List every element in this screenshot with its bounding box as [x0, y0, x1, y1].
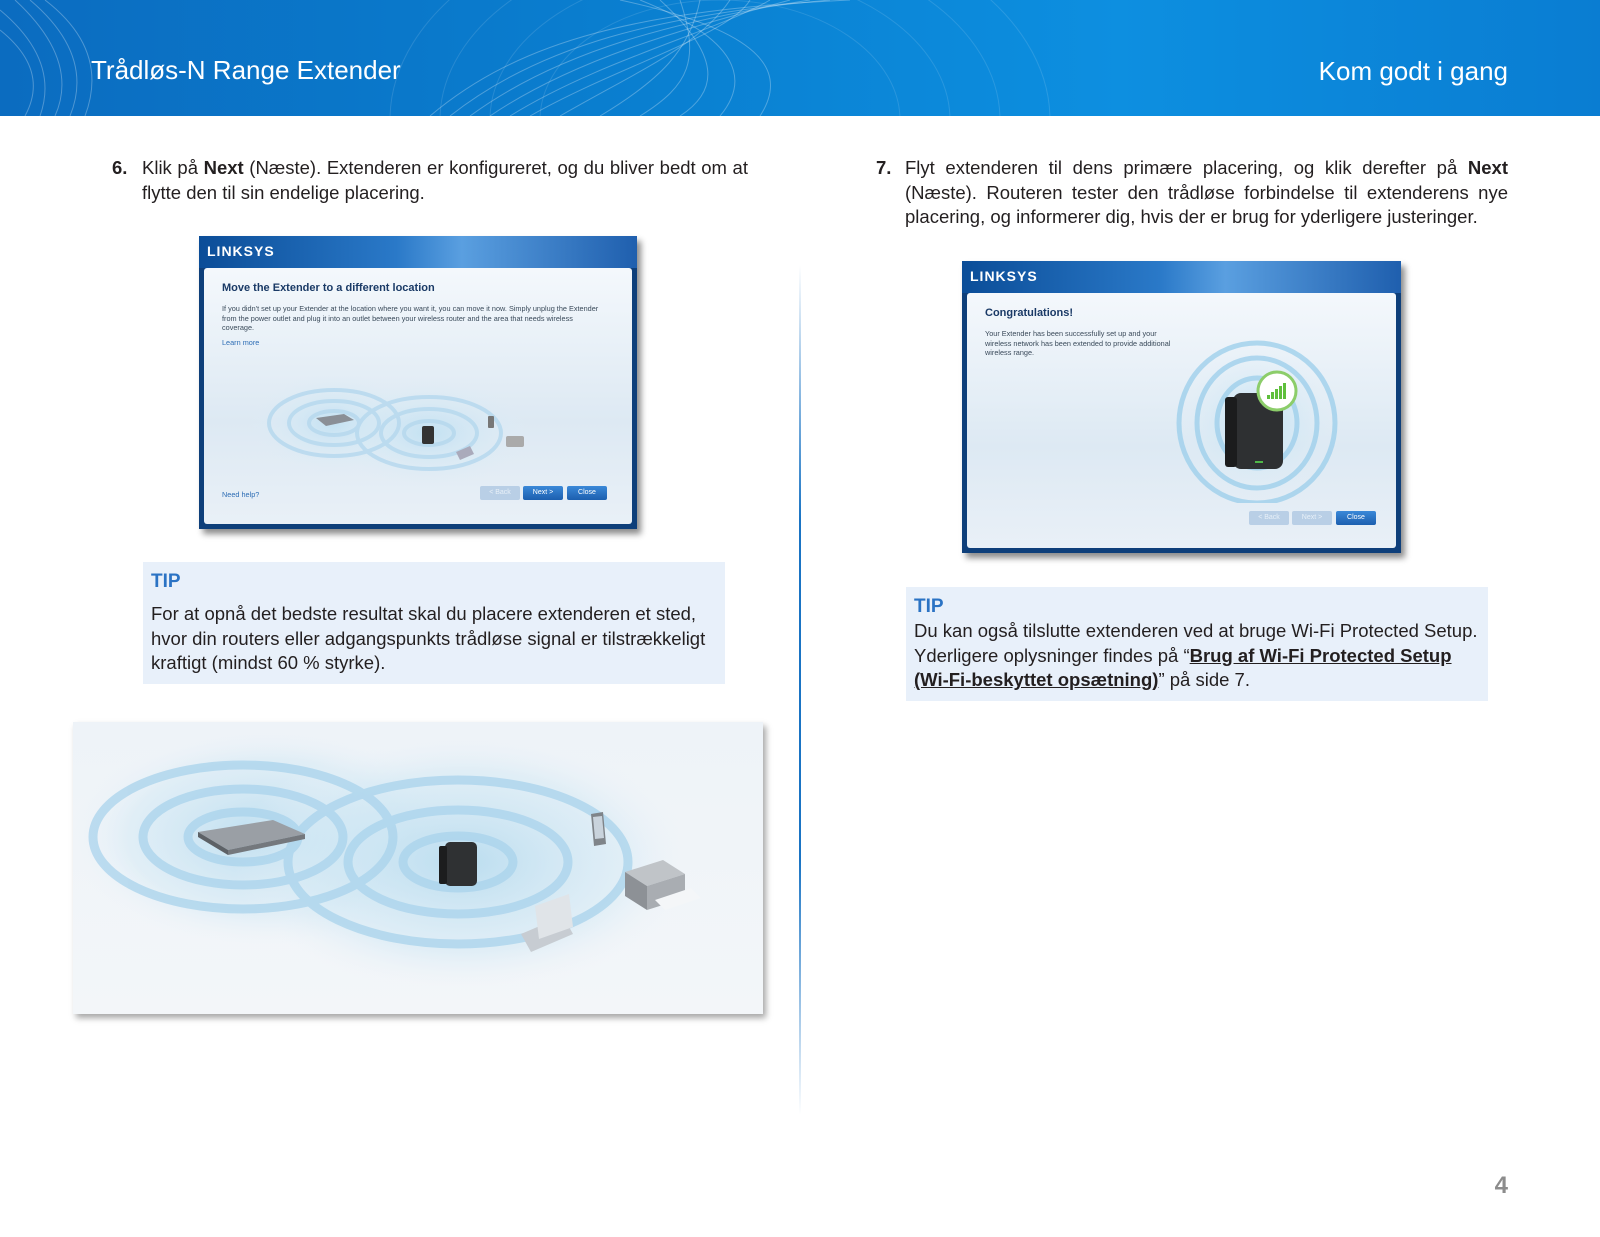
- dialog-body: If you didn't set up your Extender at the location where you want it, you can move it now. Simply unplug the Extender from the power outlet and plug it into an outlet between your wireless router and the area that needs wireless coverage.: [222, 304, 599, 332]
- step-text: [142, 156, 748, 205]
- section-title: Kom godt i gang: [1318, 56, 1508, 86]
- tip-text-part: ” på side 7.: [1158, 669, 1250, 690]
- document-title: Trådløs-N Range Extender: [91, 55, 401, 85]
- tip-label: TIP: [151, 571, 181, 592]
- step-text-part: (Næste). Extenderen er konfigureret, og du bliver bedt om at flytte den til sin endelige placering.: [142, 157, 748, 203]
- next-button[interactable]: Next >: [1292, 511, 1332, 525]
- dialog-title: Congratulations!: [985, 307, 1073, 319]
- extender-signal-illustration: [1167, 333, 1347, 503]
- step-text-part: (Næste). Routeren tester den trådløse forbindelse til extenderens nye placering, og informerer dig, hvis der er brug for yderligere justeringer.: [905, 181, 1508, 227]
- step-7: [876, 156, 1508, 232]
- dialog-title: Move the Extender to a different location: [222, 282, 435, 294]
- close-button[interactable]: Close: [567, 486, 607, 500]
- step-text: [905, 156, 1508, 230]
- back-button[interactable]: < Back: [1249, 511, 1289, 525]
- tip-box-2: [906, 587, 1488, 701]
- printer-icon: [506, 436, 524, 447]
- wireless-coverage-illustration-large: [73, 722, 763, 1014]
- phone-icon: [488, 416, 494, 428]
- linksys-logo: LINKSYS: [207, 243, 275, 259]
- back-button[interactable]: < Back: [480, 486, 520, 500]
- linksys-logo: LINKSYS: [970, 268, 1038, 284]
- column-divider: [799, 265, 801, 1115]
- tip-label: TIP: [914, 596, 944, 617]
- learn-more-link[interactable]: Learn more: [222, 338, 260, 347]
- step-number: 6.: [112, 157, 128, 178]
- next-button[interactable]: Next >: [523, 486, 563, 500]
- screenshot-congratulations: [962, 261, 1401, 553]
- screenshot-move-extender: [199, 236, 637, 529]
- step-text-part: Flyt extenderen til dens primære placering, og klik derefter på: [905, 157, 1468, 178]
- tip-box-1: [143, 562, 725, 684]
- wps-reference-link[interactable]: Brug af Wi-Fi Protected Setup (Wi-Fi-beskyttet opsætning): [914, 644, 1452, 690]
- step-number: 7.: [876, 157, 892, 178]
- step-text-bold: Next: [203, 157, 244, 178]
- step-text-bold: Next: [1467, 157, 1508, 178]
- extender-icon: [422, 426, 434, 444]
- wireless-coverage-illustration: [204, 348, 632, 498]
- coverage-diagram: [73, 722, 763, 1014]
- extender-icon: [439, 842, 477, 886]
- need-help-link[interactable]: Need help?: [222, 490, 260, 499]
- screenshot-panel: [967, 293, 1396, 548]
- step-6: [112, 156, 748, 208]
- page-number: 4: [1494, 1172, 1508, 1199]
- header-banner: [0, 0, 1600, 116]
- close-button[interactable]: Close: [1336, 511, 1376, 525]
- screenshot-panel: [204, 268, 632, 524]
- tip-text: [914, 619, 1482, 693]
- dialog-body: Your Extender has been successfully set up and your wireless network has been extended to provide additional wireless range.: [985, 329, 1171, 357]
- step-text-part: Klik på: [142, 157, 204, 178]
- tip-text: For at opnå det bedste resultat skal du placere extenderen et sted, hvor din routers eller adgangspunkts trådløse signal er tilstrækkeligt kraftigt (mindst 60 % styrke).: [151, 603, 706, 673]
- tip-text-part: Du kan også tilslutte extenderen ved at bruge Wi-Fi Protected Setup. Yderligere oplysninger findes på “: [914, 620, 1478, 666]
